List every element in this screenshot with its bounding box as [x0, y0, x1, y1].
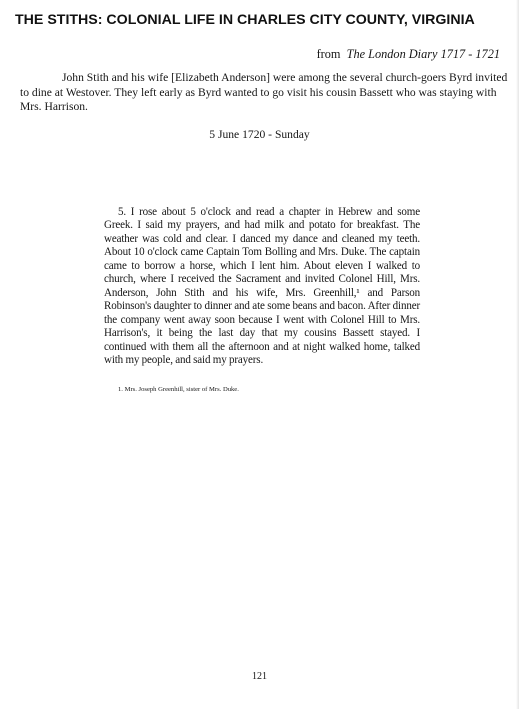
page-number: 121 [252, 671, 267, 682]
entry-date: 5 June 1720 - Sunday [209, 128, 310, 141]
source-book-title: The London Diary 1717 - 1721 [346, 47, 500, 61]
source-citation [317, 47, 500, 62]
diary-entry: 5. I rose about 5 o'clock and read a chapter in Hebrew and some Greek. I said my prayers, and had milk and potato for breakfast. The weather was cold and clear. I danced my dance and cleaned my teeth. About 10 o'clock came Captain Tom Bolling and Mrs. Duke. The captain came to borrow a horse, which I lent him. About eleven I walked to church, where I received the Sacrament and invited Colonel Hill, Mrs. Anderson, John Stith and his wife, Mrs. Greenhill,¹ and Parson Robinson's daughter to dinner and ate some beans and bacon. After dinner the company went away soon because I went with Colonel Hill to Mrs. Harrison's, it being the last day that my cousins Bassett stayed. I continued with them all the afternoon and at night walked home, talked with my people, and said my prayers. [104, 206, 420, 366]
page-title: THE STITHS: COLONIAL LIFE IN CHARLES CITY COUNTY, VIRGINIA [15, 12, 475, 28]
intro-paragraph: John Stith and his wife [Elizabeth Anderson] were among the several church-goers Byrd invited to dine at Westover. They left early as Byrd wanted to go visit his cousin Bassett who was staying with Mrs. Harrison. [20, 71, 508, 114]
footnote: 1. Mrs. Joseph Greenhill, sister of Mrs. Duke. [118, 386, 239, 393]
source-prefix: from [316, 47, 341, 61]
